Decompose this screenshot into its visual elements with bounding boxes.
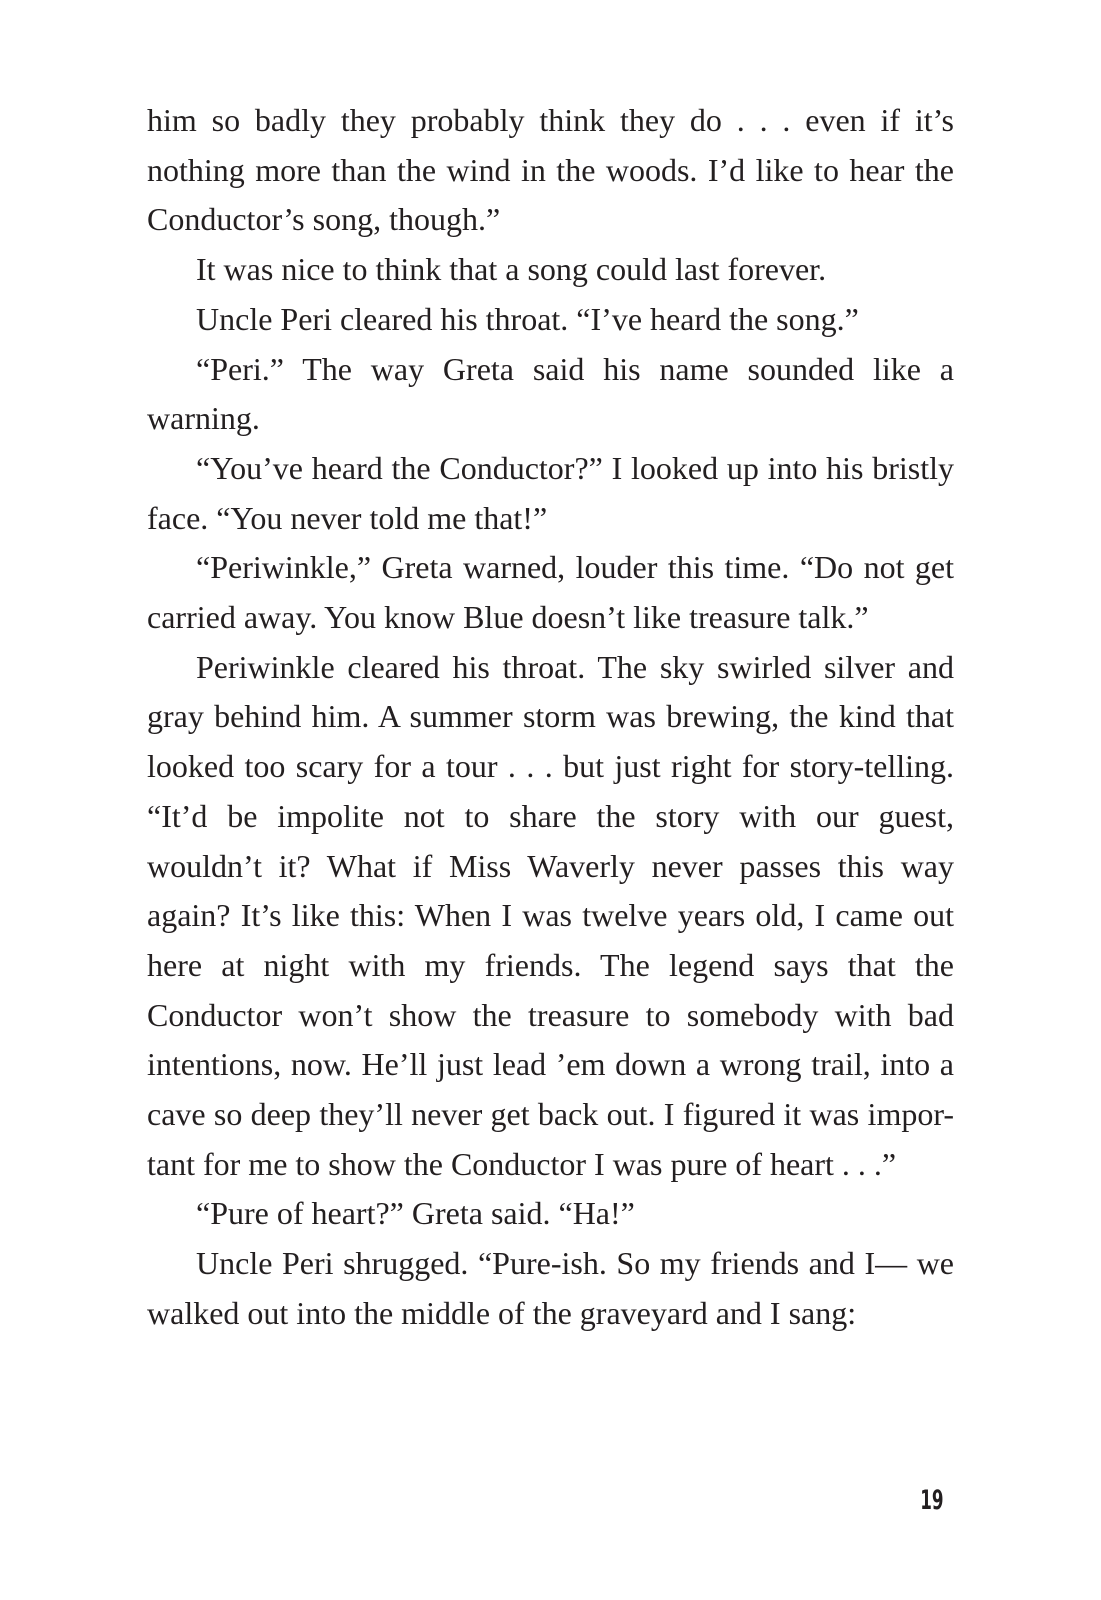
paragraph: Uncle Peri cleared his throat. “I’ve heard the song.” xyxy=(196,300,859,337)
paragraph: It was nice to think that a song could last forever. xyxy=(196,251,827,288)
paragraph: “You’ve heard the Conductor?” I looked up into his bristly face. “You never told me that!” xyxy=(147,449,954,536)
paragraph: him so badly they probably think they do . . . even if it’s nothing more than the wind in the woods. I’d like to hear the Conductor’s song, though.” xyxy=(147,102,954,238)
body-text xyxy=(147,96,954,1339)
page-number: 19 xyxy=(920,1485,944,1516)
paragraph: “Pure of heart?” Greta said. “Ha!” xyxy=(196,1195,635,1232)
paragraph: Periwinkle cleared his throat. The sky swirled silver and gray behind him. A summer storm was brewing, the kind that looked too scary for a tour . . . but just right for story-telling. “It’d be impolite not to share the story with our guest, wouldn’t it? What if Miss Waverly never passes this way again? It’s like this: When I was twelve years old, I came out here at night with my friends. The legend says that the Conductor won’t show the treasure to somebody with bad intentions, now. He’ll just lead ’em down a wrong trail, into a cave so deep they’ll never get back out. I figured it was impor-tant for me to show the Conductor I was pure of heart . . .” xyxy=(147,648,954,1182)
paragraph: “Periwinkle,” Greta warned, louder this time. “Do not get carried away. You know Blue doesn’t like treasure talk.” xyxy=(147,549,954,636)
paragraph: “Peri.” The way Greta said his name sounded like a warning. xyxy=(147,350,954,437)
paragraph: Uncle Peri shrugged. “Pure-ish. So my friends and I— we walked out into the middle of the graveyard and I sang: xyxy=(147,1245,954,1331)
